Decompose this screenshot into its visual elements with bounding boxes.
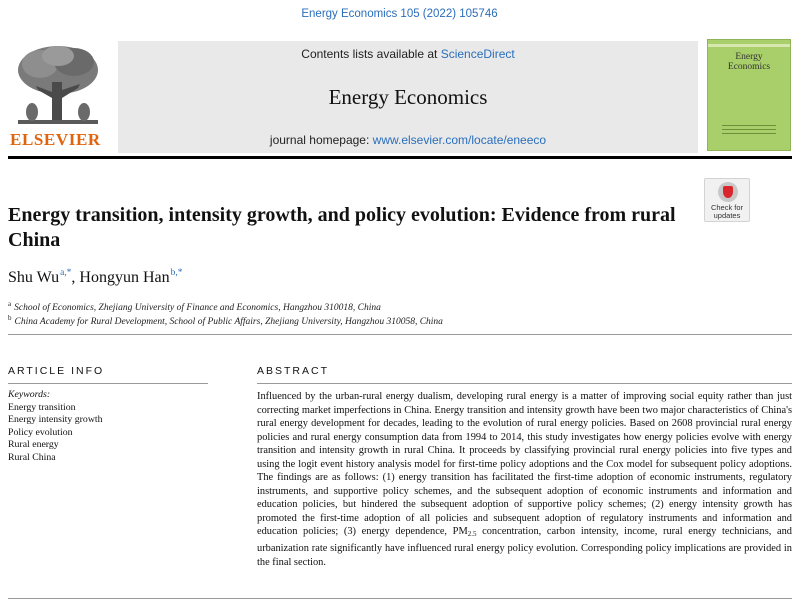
journal-citation[interactable]: Energy Economics 105 (2022) 105746 bbox=[301, 8, 498, 20]
affiliation-text: China Academy for Rural Development, School of Public Affairs, Zhejiang University, Hangzhou 310058, China bbox=[14, 317, 443, 327]
affiliation-b bbox=[8, 314, 443, 327]
header-divider bbox=[8, 156, 792, 159]
sciencedirect-link[interactable]: ScienceDirect bbox=[440, 47, 515, 61]
cover-title bbox=[708, 52, 790, 72]
journal-name[interactable]: Energy Economics bbox=[328, 85, 488, 109]
keyword-item: Policy evolution bbox=[8, 426, 73, 438]
author-list bbox=[8, 268, 183, 287]
cover-stripe bbox=[708, 44, 790, 47]
keywords-label: Keywords: bbox=[8, 389, 51, 400]
journal-header bbox=[8, 38, 792, 156]
crossmark-icon bbox=[718, 182, 738, 202]
journal-cover[interactable] bbox=[707, 39, 791, 151]
keyword-item: Energy intensity growth bbox=[8, 414, 103, 425]
author-separator: , bbox=[71, 269, 80, 286]
crossmark-line-1: Check for bbox=[710, 203, 744, 212]
affiliations-divider bbox=[8, 334, 792, 335]
keyword-item: Energy transition bbox=[8, 401, 76, 413]
affiliation-a bbox=[8, 300, 381, 313]
homepage-prefix: journal homepage: bbox=[269, 133, 373, 147]
elsevier-logo[interactable] bbox=[8, 38, 108, 156]
cover-title-line-2: Economics bbox=[727, 62, 771, 72]
elsevier-tree-icon bbox=[10, 42, 106, 130]
check-for-updates-button[interactable] bbox=[704, 178, 750, 222]
journal-banner bbox=[118, 41, 698, 153]
author-affiliation-marks[interactable]: a,* bbox=[60, 268, 72, 278]
author-affiliation-marks[interactable]: b,* bbox=[170, 268, 183, 278]
check-for-updates-label bbox=[705, 204, 749, 220]
journal-homepage-link[interactable]: www.elsevier.com/locate/eneeco bbox=[372, 133, 547, 147]
journal-homepage-line bbox=[118, 133, 698, 147]
affiliation-mark: b bbox=[8, 314, 12, 322]
article-info-rule bbox=[8, 383, 208, 384]
affiliation-mark: a bbox=[8, 300, 12, 308]
contents-lists-line bbox=[118, 47, 698, 61]
abstract-text-part-2: concentration, carbon intensity, income, rural energy technicians, and urbanization rate significantly have influenced rural energy policy evolution. Corresponding policy implications are provided in the final section. bbox=[257, 526, 792, 568]
abstract-rule bbox=[257, 383, 792, 384]
bottom-divider bbox=[8, 598, 792, 599]
abstract-text bbox=[257, 390, 792, 569]
keyword-item: Rural energy bbox=[8, 439, 59, 450]
abstract-heading: ABSTRACT bbox=[257, 365, 330, 377]
cover-title-line-1: Energy bbox=[735, 52, 763, 62]
contents-prefix: Contents lists available at bbox=[301, 47, 441, 61]
abstract-text-part-1: Influenced by the urban-rural energy dualism, developing rural energy is a matter of improving social equity rather than just correcting market imperfections in China. Energy transition and intensity growth have been two major characteristics of China's rural energy development for decades, leading to the evolution of rural energy policies. Based on 2608 provincial rural energy policies and rural energy consumption data from 1994 to 2014, this study investigates how energy policies evolve with energy transition and intensity growth in rural China. It proceeds by classifying provincial rural energy policies into five types and using the logit event history analysis model for first-time policy adoptions and the Cox model for subsequent policy adoptions. The findings are as follows: (1) energy transition has facilitated the first-time adoption of economic instruments, regulatory instruments, and supportive policy schemes, and the subsequent adoption of economic instruments and information and education policies, but hindered the subsequent adoption of supportive policy schemes; (2) energy intensity growth has promoted the first-time adoption of all policies and subsequent adoption of regulatory instruments and information and education policies; (3) energy dependence, PM bbox=[257, 391, 792, 538]
article-info-heading: ARTICLE INFO bbox=[8, 365, 105, 377]
cover-decoration bbox=[722, 122, 776, 134]
keyword-item: Rural China bbox=[8, 451, 56, 463]
keywords-block bbox=[8, 389, 103, 464]
author-name[interactable]: Shu Wu bbox=[8, 269, 60, 286]
article-title: Energy transition, intensity growth, and policy evolution: Evidence from rural China bbox=[8, 204, 676, 251]
crossmark-line-2: updates bbox=[713, 211, 741, 220]
author-name[interactable]: Hongyun Han bbox=[79, 269, 170, 286]
pm-subscript: 2.5 bbox=[467, 530, 477, 539]
affiliation-text: School of Economics, Zhejiang University of Finance and Economics, Hangzhou 310018, China bbox=[14, 303, 381, 313]
elsevier-wordmark: ELSEVIER bbox=[10, 130, 101, 149]
